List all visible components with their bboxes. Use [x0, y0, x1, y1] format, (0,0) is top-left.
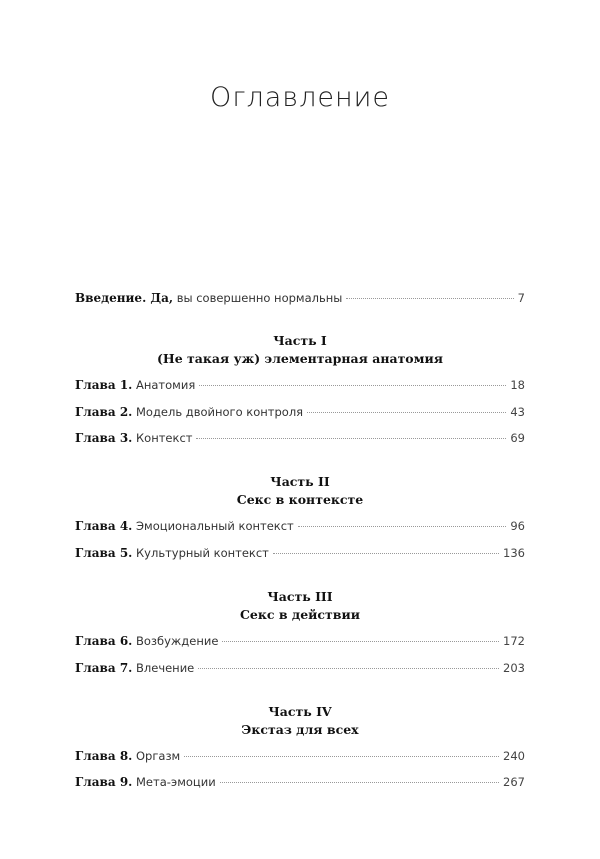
- toc-leader-dots: [196, 438, 506, 439]
- part-title: Часть I: [273, 333, 327, 348]
- toc-page-number: 7: [517, 291, 525, 305]
- toc-leader-dots: [220, 782, 499, 783]
- toc-leader-dots: [298, 526, 507, 527]
- toc-entry-label: Глава 9. Мета-эмоции: [75, 775, 216, 789]
- toc-entry-chapter-4[interactable]: [75, 518, 525, 534]
- toc-entry-label: Глава 1. Анатомия: [75, 378, 196, 392]
- toc-entry-label: Глава 6. Возбуждение: [75, 634, 219, 648]
- toc-entry-label: Введение. Да, вы совершенно нормальны: [75, 291, 343, 305]
- toc-leader-dots: [198, 668, 499, 669]
- toc-leader-dots: [307, 412, 506, 413]
- toc-entry-chapter-5[interactable]: [75, 545, 525, 561]
- toc-entry-chapter-8[interactable]: [75, 748, 525, 764]
- part-subtitle: Секс в действии: [239, 607, 361, 622]
- toc-page-number: 136: [503, 546, 525, 560]
- toc-entry-label: Глава 3. Контекст: [75, 431, 193, 445]
- toc-entry-label: Глава 5. Культурный контекст: [75, 546, 269, 560]
- toc-entry-intro[interactable]: [75, 290, 525, 306]
- toc-page-number: 43: [510, 405, 525, 419]
- part-subtitle: Секс в контексте: [236, 492, 364, 507]
- page-title: Оглавление: [209, 82, 391, 113]
- part-subtitle: (Не такая уж) элементарная анатомия: [156, 351, 444, 366]
- toc-entry-chapter-9[interactable]: [75, 774, 525, 790]
- toc-page-number: 96: [510, 519, 525, 533]
- toc-page-number: 240: [503, 749, 525, 763]
- toc-entry-label: Глава 8. Оргазм: [75, 749, 181, 763]
- toc-entry-chapter-3[interactable]: [75, 430, 525, 446]
- part-title: Часть III: [267, 589, 333, 604]
- toc-leader-dots: [199, 385, 506, 386]
- part-subtitle: Экстаз для всех: [241, 722, 359, 737]
- toc-leader-dots: [346, 298, 513, 299]
- toc-page-number: 18: [510, 378, 525, 392]
- toc-page-number: 203: [503, 661, 525, 675]
- toc-leader-dots: [222, 641, 499, 642]
- toc-leader-dots: [273, 553, 499, 554]
- toc-entry-label: Глава 7. Влечение: [75, 661, 195, 675]
- toc-entry-chapter-7[interactable]: [75, 660, 525, 676]
- toc-entry-label: Глава 2. Модель двойного контроля: [75, 405, 304, 419]
- toc-page-number: 69: [510, 431, 525, 445]
- toc-entry-chapter-1[interactable]: [75, 377, 525, 393]
- toc-page-number: 267: [503, 775, 525, 789]
- toc-leader-dots: [184, 756, 499, 757]
- toc-entry-chapter-2[interactable]: [75, 404, 525, 420]
- toc-entry-chapter-6[interactable]: [75, 633, 525, 649]
- part-title: Часть II: [270, 474, 330, 489]
- toc-entry-label: Глава 4. Эмоциональный контекст: [75, 519, 294, 533]
- part-title: Часть IV: [268, 704, 332, 719]
- toc-page-number: 172: [503, 634, 525, 648]
